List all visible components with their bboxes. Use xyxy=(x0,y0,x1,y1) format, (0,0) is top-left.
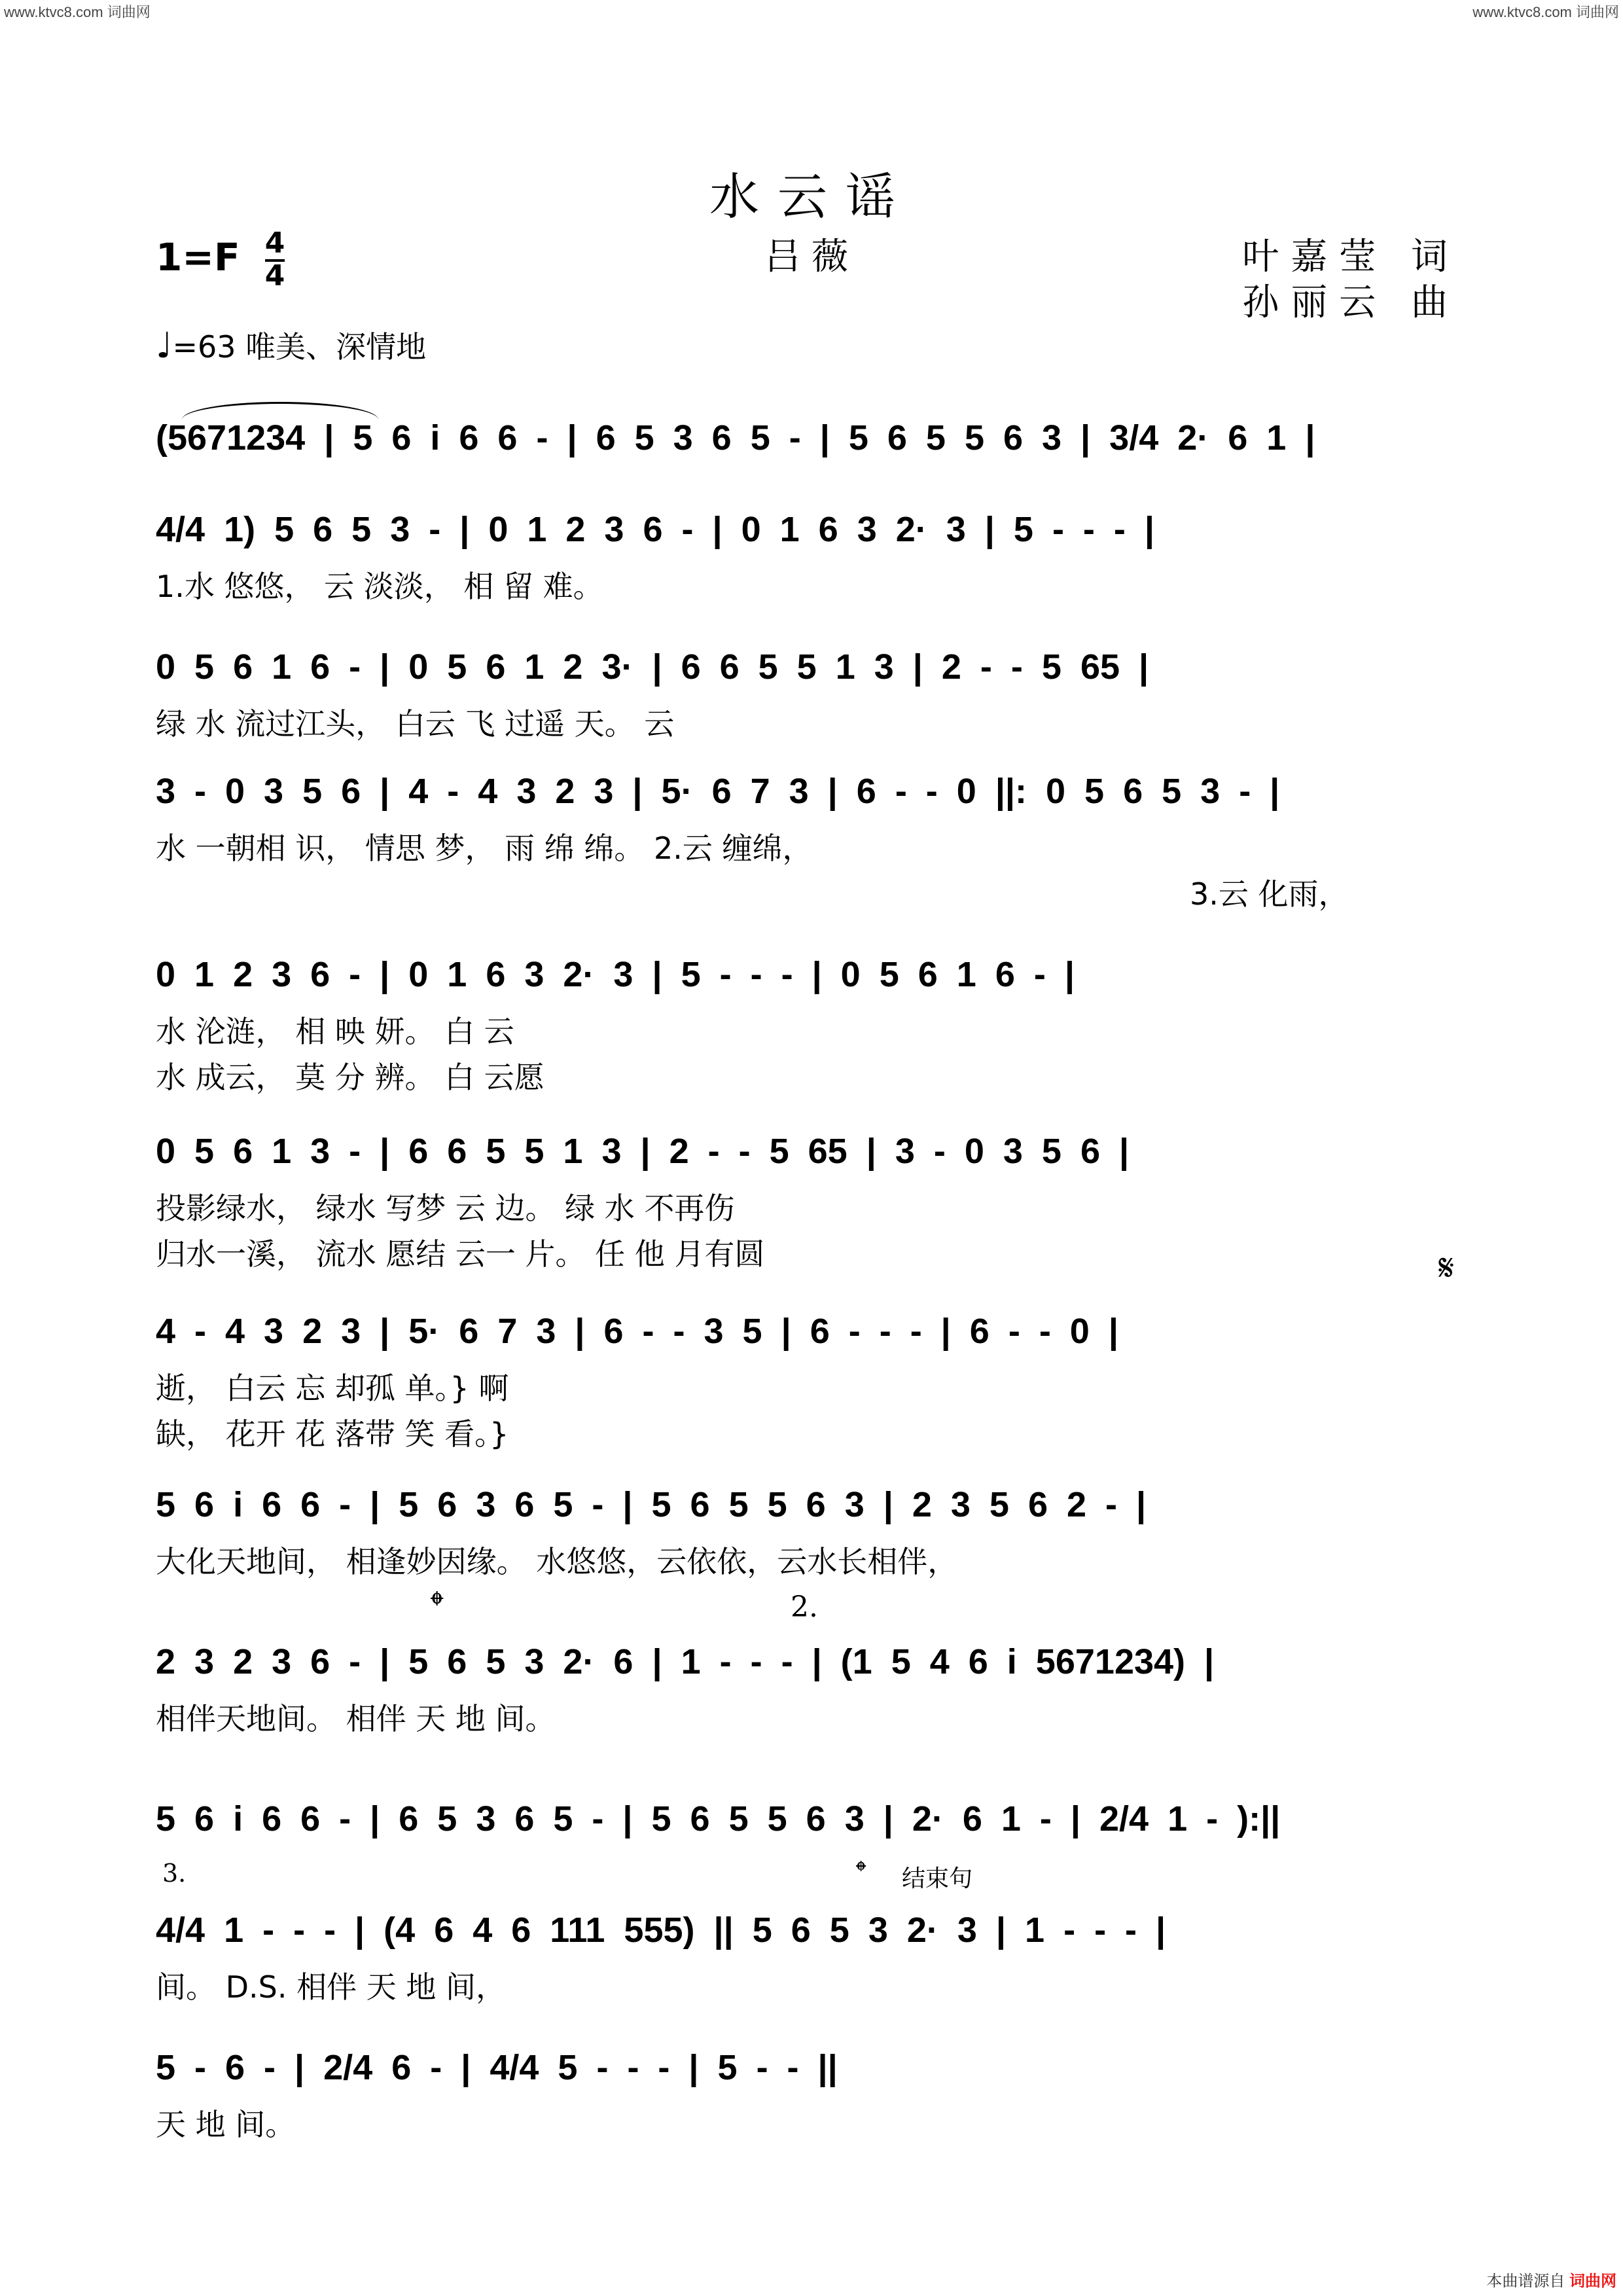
lyric-line: 大化天地间， 相逢妙因缘。 水悠悠，云依依，云水长相伴， xyxy=(156,1544,958,1579)
footer-text: 本曲谱源自 xyxy=(1486,2272,1565,2290)
slur xyxy=(182,402,378,420)
lyric-line: 逝， 白云 忘 却孤 单。} 啊 xyxy=(156,1371,509,1406)
watermark-right: www.ktvc8.com 词曲网 xyxy=(1472,4,1619,20)
lyric-line: 水 一朝相 识， 情思 梦， 雨 绵 绵。 2.云 缠绵， xyxy=(156,831,813,866)
notation-line: 0 1 2 3 6 - | 0 1 6 3 2· 3 | 5 - - - | 0 5 6 1 6 - | xyxy=(156,955,1075,994)
lyric-line: 水 沦涟， 相 映 妍。 白 云 xyxy=(156,1014,514,1049)
notation-line: 4/4 1) 5 6 5 3 - | 0 1 2 3 6 - | 0 1 6 3 2· 3 | 5 - - - | xyxy=(156,510,1155,549)
time-signature-top: 4 xyxy=(265,229,285,262)
lyricist: 叶嘉莹 词 xyxy=(1242,236,1459,278)
notation-line: 0 5 6 1 3 - | 6 6 5 5 1 3 | 2 - - 5 65 | 3 - 0 3 5 6 | xyxy=(156,1132,1130,1171)
footer-source xyxy=(1486,2268,1616,2291)
lyric-line: 天 地 间。 xyxy=(156,2107,296,2142)
composer: 孙丽云 曲 xyxy=(1242,281,1459,324)
ending-label: 结束句 xyxy=(902,1865,973,1892)
lyric-line: 水 成云， 莫 分 辨。 白 云愿 xyxy=(156,1060,544,1095)
quarter-note-icon: ♩ xyxy=(156,325,173,366)
notation-line: 0 5 6 1 6 - | 0 5 6 1 2 3· | 6 6 5 5 1 3 | 2 - - 5 65 | xyxy=(156,647,1149,687)
notation-line: 4 - 4 3 2 3 | 5· 6 7 3 | 6 - - 3 5 | 6 - - - | 6 - - 0 | xyxy=(156,1312,1118,1351)
notation-line: 4/4 1 - - - | (4 6 4 6 111 555) || 5 6 5 3 2· 3 | 1 - - - | xyxy=(156,1910,1166,1950)
key-label: 1=F xyxy=(156,235,240,280)
lyric-line: 间。 D.S. 相伴 天 地 间， xyxy=(156,1969,506,2005)
time-signature-bottom: 4 xyxy=(264,259,285,293)
singer: 吕薇 xyxy=(764,236,859,278)
coda-icon: 𝄌 xyxy=(856,1855,866,1888)
tempo-text: =63 唯美、深情地 xyxy=(172,329,427,365)
segno-icon: 𝄋 xyxy=(1438,1247,1455,1289)
lyric-line: 相伴天地间。 相伴 天 地 间。 xyxy=(156,1701,556,1736)
notation-line: (5671234 | 5 6 i 6 6 - | 6 5 3 6 5 - | 5 6 5 5 6 3 | 3/4 2· 6 1 | xyxy=(156,418,1315,457)
lyric-line: 3.云 化雨， xyxy=(1190,876,1349,912)
tempo-marking xyxy=(156,323,426,367)
lyric-line: 归水一溪， 流水 愿结 云一 片。 任 他 月有圆 xyxy=(156,1236,765,1272)
notation-line: 5 6 i 6 6 - | 5 6 3 6 5 - | 5 6 5 5 6 3 | 2 3 5 6 2 - | xyxy=(156,1485,1147,1524)
watermark-left: www.ktvc8.com 词曲网 xyxy=(4,4,151,20)
lyric-line: 缺， 花开 花 落带 笑 看。} xyxy=(156,1416,509,1452)
song-title: 水云谣 xyxy=(709,168,914,226)
notation-line: 5 6 i 6 6 - | 6 5 3 6 5 - | 5 6 5 5 6 3 | 2· 6 1 - | 2/4 1 - ):|| xyxy=(156,1799,1281,1839)
lyric-line: 绿 水 流过江头， 白云 飞 过遥 天。 云 xyxy=(156,706,675,742)
volta-3-label: 3. xyxy=(162,1859,187,1888)
lyric-line: 1.水 悠悠， 云 淡淡， 相 留 难。 xyxy=(156,569,603,604)
volta-2-label: 2. xyxy=(791,1590,818,1624)
notation-line: 2 3 2 3 6 - | 5 6 5 3 2· 6 | 1 - - - | (1 5 4 6 i 5671234) | xyxy=(156,1642,1215,1681)
notation-line: 3 - 0 3 5 6 | 4 - 4 3 2 3 | 5· 6 7 3 | 6 - - 0 ||: 0 5 6 5 3 - | xyxy=(156,772,1280,811)
lyric-line: 投影绿水， 绿水 写梦 云 边。 绿 水 不再伤 xyxy=(156,1191,735,1226)
notation-line: 5 - 6 - | 2/4 6 - | 4/4 5 - - - | 5 - - || xyxy=(156,2048,838,2087)
site-logo: 词曲网 xyxy=(1569,2272,1616,2290)
coda-icon: 𝄌 xyxy=(431,1584,444,1626)
